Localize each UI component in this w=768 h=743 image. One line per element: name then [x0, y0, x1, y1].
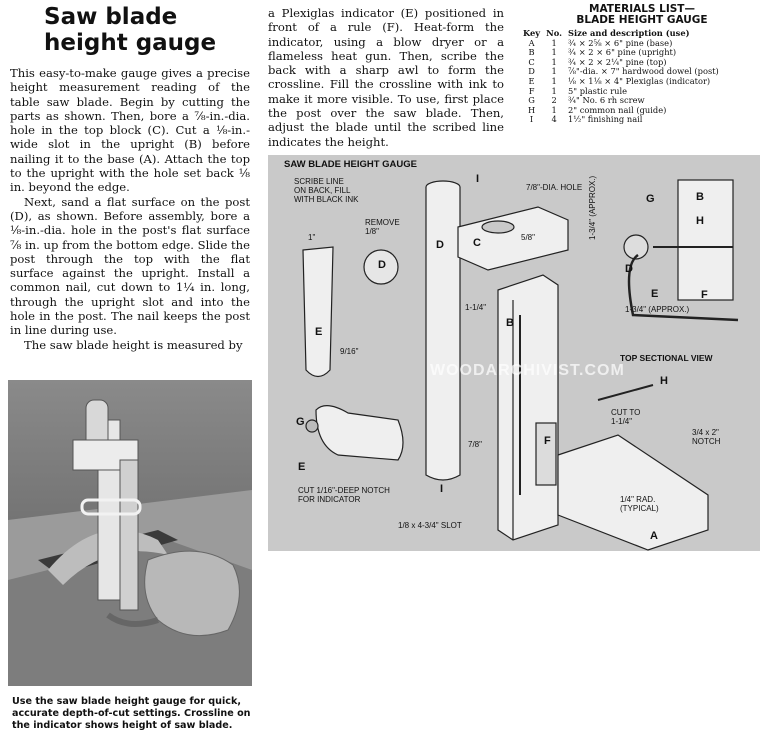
photo-illustration	[8, 380, 252, 686]
key-e-section: E	[651, 288, 659, 300]
paragraph-4: a Plexiglas indicator (E) positioned in front of a rule (F). Heat-form the indicator, using a blow dryer or a flameless heat gun. Then, scribe the back with a sharp awl to form the crossline. Fill the crossline with ink to make it more visible. To use, first place the post over the saw blade. Then, adjust the blade until the scribed line indicates the height.	[268, 6, 504, 149]
row-key: B	[528, 47, 535, 58]
rule	[536, 423, 556, 485]
watermark-left: WOODARCHIVIST.COM	[60, 362, 255, 379]
dim-5-8: 5/8"	[521, 233, 535, 242]
key-h-section: H	[696, 215, 704, 227]
row-desc: 5" plastic rule	[568, 85, 628, 96]
indicator-curved-shape	[316, 406, 403, 460]
materials-table	[520, 29, 722, 125]
key-i-top: I	[476, 173, 480, 185]
gauge-photo	[8, 380, 252, 686]
row-desc: ⅛ × 1⅛ × 4" Plexiglas (indicator)	[568, 75, 711, 86]
header-no: No.	[546, 28, 563, 38]
dim-9-16: 9/16"	[340, 347, 359, 356]
section-view-label: TOP SECTIONAL VIEW	[620, 353, 713, 363]
indicator-flat-shape	[303, 247, 333, 377]
row-key: F	[528, 85, 535, 96]
header-key: Key	[523, 28, 541, 38]
row-qty: 1	[551, 75, 557, 86]
base	[558, 435, 708, 550]
dim-1-1-4: 1-1/4"	[465, 303, 487, 312]
row-desc: ¾ × 2 × 2¼" pine (top)	[568, 56, 667, 67]
key-h-nail: H	[660, 375, 668, 387]
row-key: G	[528, 95, 535, 106]
key-f-section: F	[701, 289, 708, 301]
article-column-2	[268, 6, 504, 149]
scribe-note: SCRIBE LINE ON BACK, FILL WITH BLACK INK	[294, 177, 359, 204]
key-e-flat: E	[315, 326, 323, 338]
notch-3-4-note: 3/4 x 2" NOTCH	[692, 428, 721, 446]
slot-note: 1/8 x 4-3/4" SLOT	[398, 521, 462, 530]
key-g-left: G	[296, 416, 305, 428]
row-desc: 1½" finishing nail	[568, 114, 643, 125]
title-line-1: Saw blade	[44, 4, 178, 30]
key-d-post: D	[436, 239, 444, 251]
row-desc: ¾ × 2 × 6" pine (upright)	[568, 47, 677, 58]
paragraph-2: Next, sand a flat surface on the post (D), as shown. Before assembly, bore a ⅛-in.-dia. hole in the post's flat surface ⅞ in. up from the bottom edge. Slide the post through the top with the flat surface against the upright. Install a common nail, cut down to 1¼ in. long, through the upright slot and into the hole in the post. The nail keeps the post in line during use.	[10, 194, 250, 338]
row-key: D	[528, 66, 535, 77]
key-c: C	[473, 237, 481, 249]
notch-note: CUT 1/16"-DEEP NOTCH FOR INDICATOR	[298, 486, 390, 504]
key-f: F	[544, 435, 551, 447]
materials-title	[520, 4, 764, 26]
row-desc: 2" common nail (guide)	[568, 104, 667, 115]
remove-note: REMOVE 1/8"	[365, 218, 400, 236]
title-line-2: height gauge	[44, 30, 217, 56]
paragraph-1: This easy-to-make gauge gives a precise height measurement reading of the table saw blade. Begin by cutting the parts as shown. Then, bore a ⅞-in.-dia. hole in the top block (C). Cut a ⅛-in.-wide slot in the upright (B) before nailing it to the base (A). Attach the top to the upright with the hole set back ⅛ in. beyond the edge.	[10, 66, 250, 195]
row-key: A	[528, 37, 535, 48]
row-desc: ¾ × 2⅝ × 6" pine (base)	[568, 37, 673, 48]
key-g-section: G	[646, 193, 655, 205]
key-a: A	[650, 530, 658, 542]
article-column-1	[10, 66, 250, 352]
key-e-curved: E	[298, 461, 306, 473]
row-qty: 1	[551, 85, 557, 96]
materials-title-line-2: BLADE HEIGHT GAUGE	[576, 14, 708, 26]
row-desc: ⅞"-dia. × 7" hardwood dowel (post)	[568, 66, 719, 77]
upright	[498, 275, 558, 540]
paragraph-3: The saw blade height is measured by	[24, 337, 243, 352]
dim-7-8: 7/8"	[468, 440, 482, 449]
row-key: I	[529, 114, 534, 125]
radius-note: 1/4" RAD. (TYPICAL)	[620, 495, 659, 513]
row-key: E	[528, 75, 535, 86]
section-upright	[678, 180, 733, 300]
row-qty: 1	[551, 66, 557, 77]
photo-caption: Use the saw blade height gauge for quick, accurate depth-of-cut settings. Crossline on the indicator shows height of saw blade.	[12, 696, 251, 731]
post-body	[426, 187, 460, 480]
materials-list	[520, 4, 764, 125]
row-key: H	[527, 104, 536, 115]
row-qty: 1	[551, 47, 557, 58]
key-d-section: D	[625, 263, 633, 275]
dim-1in: 1"	[308, 233, 316, 242]
key-b-section: B	[696, 191, 704, 203]
materials-row	[520, 115, 722, 125]
row-qty: 1	[551, 56, 557, 67]
approx-horizontal: 1-3/4" (APPROX.)	[625, 305, 690, 314]
row-qty: 1	[551, 37, 557, 48]
header-description: Size and description (use)	[568, 28, 690, 38]
article-title	[44, 4, 254, 56]
key-i-bottom: I	[440, 483, 444, 495]
row-key: C	[528, 56, 535, 67]
row-qty: 4	[551, 114, 557, 125]
row-qty: 1	[551, 104, 557, 115]
exploded-drawing	[268, 155, 760, 551]
materials-title-line-1: MATERIALS LIST—	[589, 3, 695, 15]
approx-vertical: 1-3/4" (APPROX.)	[588, 175, 597, 240]
row-desc: ¾" No. 6 rh screw	[568, 95, 645, 106]
key-b: B	[506, 317, 514, 329]
drawing-title: SAW BLADE HEIGHT GAUGE	[284, 159, 418, 170]
watermark-right: WOODARCHIVIST.COM	[430, 362, 625, 379]
row-qty: 2	[551, 95, 557, 106]
hole-note: 7/8"-DIA. HOLE	[526, 183, 583, 192]
cut-to-note: CUT TO 1-1/4"	[611, 408, 641, 426]
key-d-circle: D	[378, 259, 386, 271]
